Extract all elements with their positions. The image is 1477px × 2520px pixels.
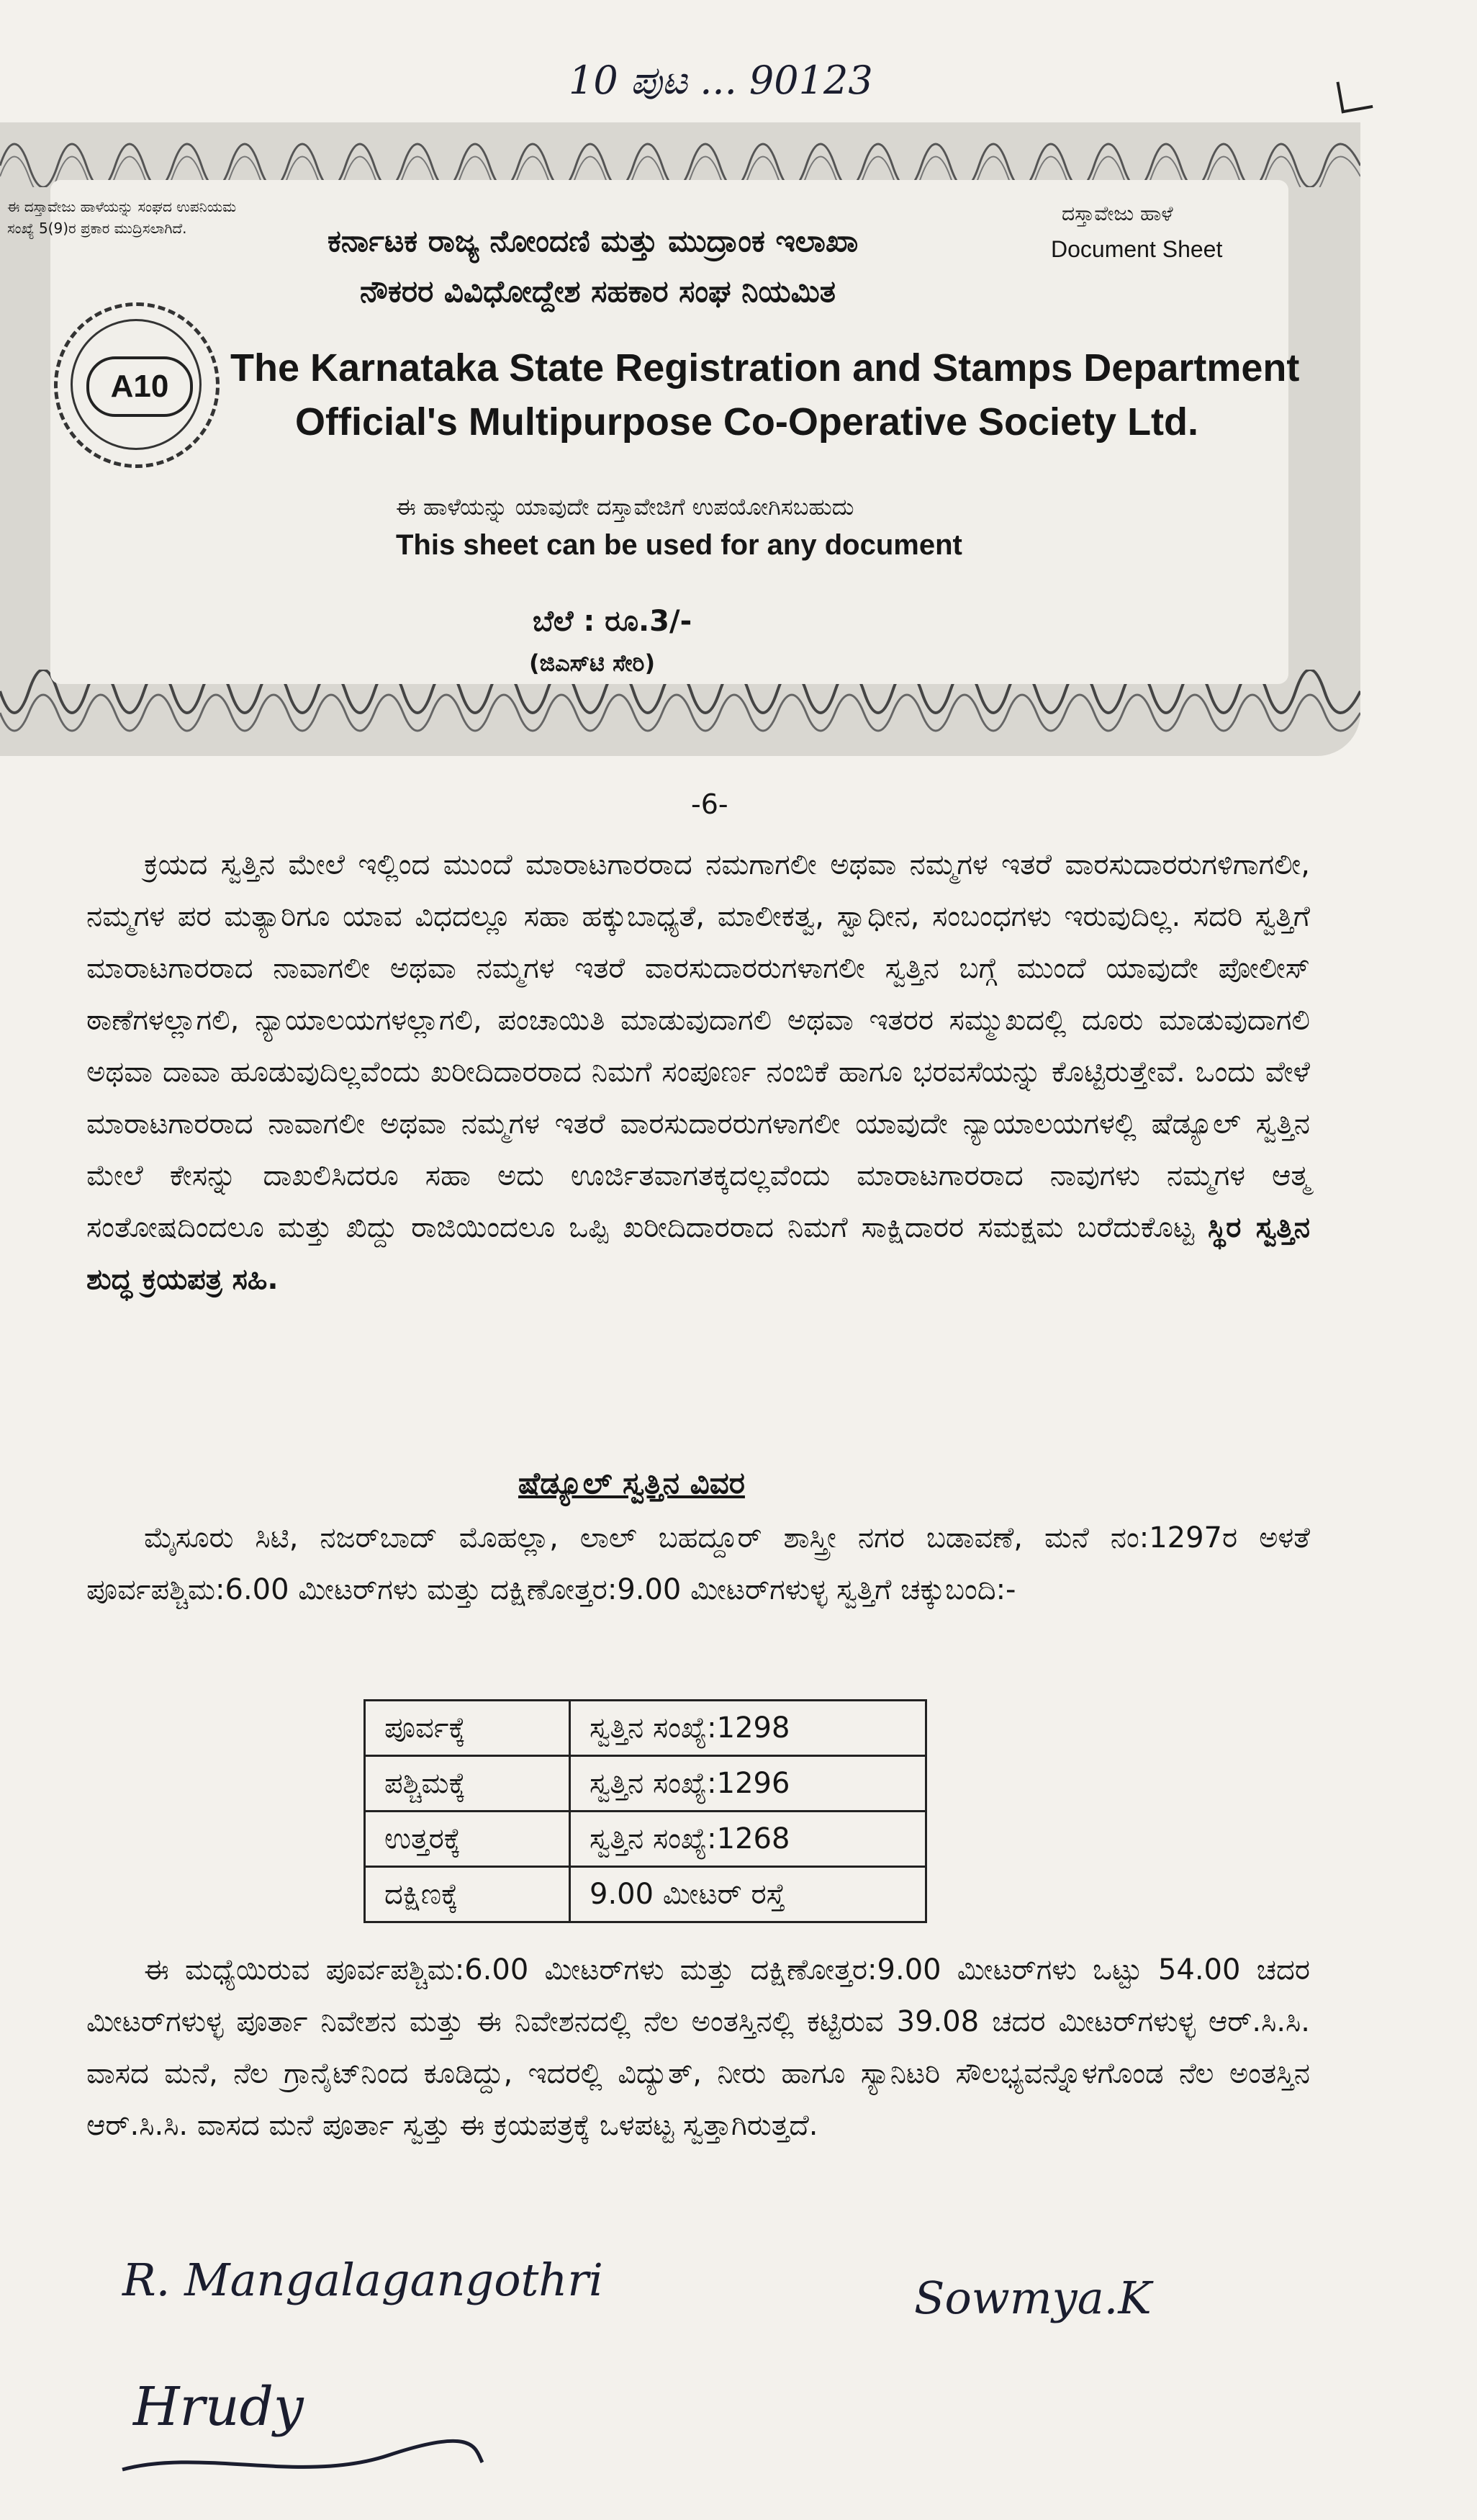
- table-row: [365, 1701, 926, 1756]
- stamp-title-kn-2: ನೌಕರರ ವಿವಿಧೋದ್ದೇಶ ಸಹಕಾರ ಸಂಘ ನಿಯಮಿತ: [360, 274, 836, 309]
- boundary-value: ಸ್ವತ್ತಿನ ಸಂಖ್ಯೆ:1296: [570, 1756, 926, 1812]
- paragraph-1-text: ಕ್ರಯದ ಸ್ವತ್ತಿನ ಮೇಲೆ ಇಲ್ಲಿಂದ ಮುಂದೆ ಮಾರಾಟಗಾರರಾದ ನಮಗಾಗಲೀ ಅಥವಾ ನಮ್ಮಗಳ ಇತರೆ ವಾರಸುದಾರರುಗಳಿಗಾಗಲೀ, ನಮ್ಮಗಳ ಪರ ಮತ್ಯಾರಿಗೂ ಯಾವ ವಿಧದಲ್ಲೂ ಸಹಾ ಹಕ್ಕುಬಾಧ್ಯತೆ, ಮಾಲೀಕತ್ವ, ಸ್ವಾಧೀನ, ಸಂಬಂಧಗಳು ಇರುವುದಿಲ್ಲ. ಸದರಿ ಸ್ವತ್ತಿಗೆ ಮಾರಾಟಗಾರರಾದ ನಾವಾಗಲೀ ಅಥವಾ ನಮ್ಮಗಳ ಇತರೆ ವಾರಸುದಾರರುಗಳಾಗಲೀ ಸ್ವತ್ತಿನ ಬಗ್ಗೆ ಮುಂದೆ ಯಾವುದೇ ಪೋಲೀಸ್ ಠಾಣೆಗಳಲ್ಲಾಗಲಿ, ನ್ಯಾಯಾಲಯಗಳಲ್ಲಾಗಲಿ, ಪಂಚಾಯಿತಿ ಮಾಡುವುದಾಗಲಿ ಅಥವಾ ಇತರರ ಸಮ್ಮುಖದಲ್ಲಿ ದೂರು ಮಾಡುವುದಾಗಲಿ ಅಥವಾ ದಾವಾ ಹೂಡುವುದಿಲ್ಲವೆಂದು ಖರೀದಿದಾರರಾದ ನಿಮಗೆ ಸಂಪೂರ್ಣ ನಂಬಿಕೆ ಹಾಗೂ ಭರವಸೆಯನ್ನು ಕೊಟ್ಟಿರುತ್ತೇವೆ. ಒಂದು ವೇಳೆ ಮಾರಾಟಗಾರರಾದ ನಾವಾಗಲೀ ಅಥವಾ ನಮ್ಮಗಳ ಇತರೆ ವಾರಸುದಾರರುಗಳಾಗಲೀ ಯಾವುದೇ ನ್ಯಾಯಾಲಯಗಳಲ್ಲಿ ಷೆಡ್ಯೂಲ್ ಸ್ವತ್ತಿನ ಮೇಲೆ ಕೇಸನ್ನು ದಾಖಲಿಸಿದರೂ ಸಹಾ ಅದು ಊರ್ಜಿತವಾಗತಕ್ಕದಲ್ಲವೆಂದು ಮಾರಾಟಗಾರರಾದ ನಾವುಗಳು ನಮ್ಮಗಳ ಆತ್ಮ ಸಂತೋಷದಿಂದಲೂ ಮತ್ತು ಖಿದ್ದು ರಾಜಿಯಿಂದಲೂ ಒಪ್ಪಿ ಖರೀದಿದಾರರಾದ ನಿಮಗೆ ಸಾಕ್ಷಿದಾರರ ಸಮಕ್ಷಮ ಬರೆದುಕೊಟ್ಟ: [86, 848, 1310, 1244]
- boundary-direction: ಉತ್ತರಕ್ಕೆ: [365, 1812, 570, 1867]
- society-seal: [54, 302, 220, 468]
- page-number: -6-: [691, 788, 728, 820]
- stamp-title-kn-1: ಕರ್ನಾಟಕ ರಾಜ್ಯ ನೋಂದಣಿ ಮತ್ತು ಮುದ್ರಾಂಕ ಇಲಾಖಾ: [328, 223, 859, 258]
- table-row: [365, 1812, 926, 1867]
- boundary-direction: ದಕ್ಷಿಣಕ್ಕೆ: [365, 1867, 570, 1922]
- sale-deed-paragraph-1: [86, 839, 1310, 1305]
- stamp-title-en-2: Official's Multipurpose Co-Operative Society Ltd.: [295, 400, 1199, 444]
- paragraph-1-bold-end: ಸ್ಥಿರ ಸ್ವತ್ತಿನ ಶುದ್ಧ ಕ್ರಯಪತ್ರ ಸಹಿ.: [86, 1211, 1310, 1296]
- corner-note-line2: ಸಂಖ್ಯೆ 5(9)ರ ಪ್ರಕಾರ ಮುದ್ರಿಸಲಾಗಿದೆ.: [7, 220, 187, 237]
- signature-right-1: Sowmya.K: [914, 2272, 1152, 2324]
- boundaries-table: [363, 1699, 927, 1923]
- table-row: [365, 1867, 926, 1922]
- schedule-heading: ಷೆಡ್ಯೂಲ್ ಸ್ವತ್ತಿನ ವಿವರ: [518, 1465, 745, 1500]
- schedule-description: ಮೈಸೂರು ಸಿಟಿ, ನಜರ್‌ಬಾದ್ ಮೊಹಲ್ಲಾ, ಲಾಲ್ ಬಹದ್ದೂರ್ ಶಾಸ್ತ್ರೀ ನಗರ ಬಡಾವಣೆ, ಮನೆ ನಂ:1297ರ ಅಳತೆ ಪೂರ್ವಪಶ್ಚಿಮ:6.00 ಮೀಟರ್‌ಗಳು ಮತ್ತು ದಕ್ಷಿಣೋತ್ತರ:9.00 ಮೀಟರ್‌ಗಳುಳ್ಳ ಸ್ವತ್ತಿಗೆ ಚಕ್ಕುಬಂದಿ:-: [86, 1521, 1310, 1606]
- stamp-title-en-1: The Karnataka State Registration and Stamps Department: [230, 346, 1300, 390]
- stamp-usage-kn: ಈ ಹಾಳೆಯನ್ನು ಯಾವುದೇ ದಸ್ತಾವೇಜಿಗೆ ಉಪಯೋಗಿಸಬಹುದು: [396, 493, 854, 521]
- boundary-value: ಸ್ವತ್ತಿನ ಸಂಖ್ಯೆ:1298: [570, 1701, 926, 1756]
- property-description-paragraph: ಈ ಮಧ್ಯೆಯಿರುವ ಪೂರ್ವಪಶ್ಚಿಮ:6.00 ಮೀಟರ್‌ಗಳು ಮತ್ತು ದಕ್ಷಿಣೋತ್ತರ:9.00 ಮೀಟರ್‌ಗಳು ಒಟ್ಟು 54.00 ಚದರ ಮೀಟರ್‌ಗಳುಳ್ಳ ಪೂರ್ತಾ ನಿವೇಶನ ಮತ್ತು ಈ ನಿವೇಶನದಲ್ಲಿ ನೆಲ ಅಂತಸ್ತಿನಲ್ಲಿ ಕಟ್ಟಿರುವ 39.08 ಚದರ ಮೀಟರ್‌ಗಳುಳ್ಳ ಆರ್.ಸಿ.ಸಿ. ವಾಸದ ಮನೆ, ನೆಲ ಗ್ರಾನೈಟ್‌ನಿಂದ ಕೂಡಿದ್ದು, ಇದರಲ್ಲಿ ವಿದ್ಯುತ್, ನೀರು ಹಾಗೂ ಸ್ಯಾನಿಟರಿ ಸೌಲಭ್ಯವನ್ನೊಳಗೊಂಡ ನೆಲ ಅಂತಸ್ತಿನ ಆರ್.ಸಿ.ಸಿ. ವಾಸದ ಮನೆ ಪೂರ್ತಾ ಸ್ವತ್ತು ಈ ಕ್ರಯಪತ್ರಕ್ಕೆ ಒಳಪಟ್ಟ ಸ್ವತ್ತಾಗಿರುತ್ತದೆ.: [86, 1953, 1310, 2142]
- boundary-value: ಸ್ವತ್ತಿನ ಸಂಖ್ಯೆ:1268: [570, 1812, 926, 1867]
- corner-note-line1: ಈ ದಸ್ತಾವೇಜು ಹಾಳೆಯನ್ನು ಸಂಘದ ಉಪನಿಯಮ: [7, 198, 237, 215]
- boundary-value: 9.00 ಮೀಟರ್ ರಸ್ತೆ: [570, 1867, 926, 1922]
- handwritten-page-note: 10 ಪುಟ ... 90123: [569, 58, 873, 103]
- signature-left-1: R. Mangalagangothri: [122, 2254, 603, 2306]
- corner-tick-mark: [1337, 77, 1373, 114]
- document-sheet-label-kn: ದಸ್ತಾವೇಜು ಹಾಳೆ: [1062, 202, 1173, 225]
- seal-code: A10: [86, 356, 193, 417]
- guilloche-border-top: [0, 122, 1360, 187]
- stamp-gst-note: (ಜಿಎಸ್‌ಟಿ ಸೇರಿ): [529, 649, 656, 677]
- table-row: [365, 1756, 926, 1812]
- boundary-direction: ಪೂರ್ವಕ್ಕೆ: [365, 1701, 570, 1756]
- document-sheet-label-en: Document Sheet: [1051, 236, 1223, 262]
- stamp-price: ಬೆಲೆ : ರೂ.3/-: [533, 605, 692, 638]
- stamp-corner-note: [7, 196, 295, 239]
- signature-left-2: Hrudy: [133, 2376, 304, 2438]
- stamp-usage-en: This sheet can be used for any document: [396, 529, 962, 561]
- signature-flourish: [115, 2434, 489, 2491]
- boundary-direction: ಪಶ್ಚಿಮಕ್ಕೆ: [365, 1756, 570, 1812]
